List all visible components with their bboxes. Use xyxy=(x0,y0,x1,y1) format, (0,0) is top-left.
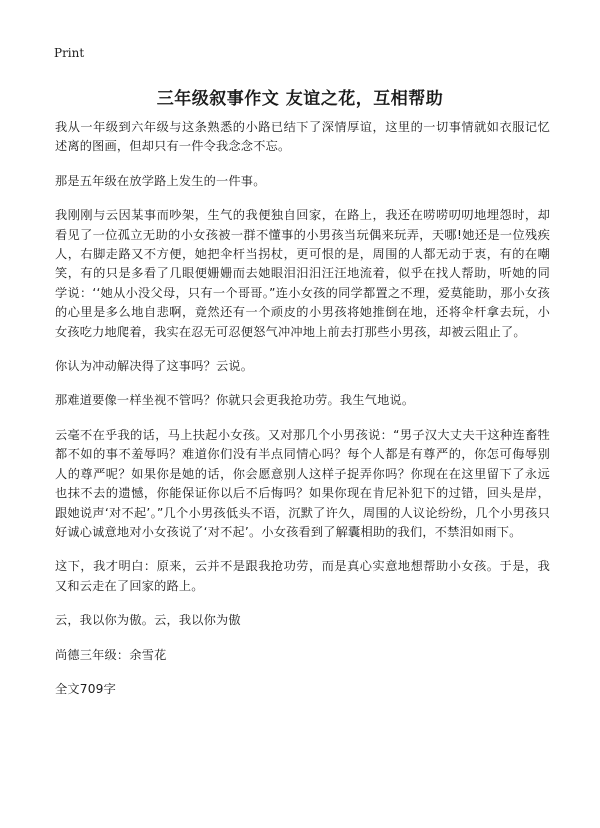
word-count: 全文709字 xyxy=(55,681,117,696)
paragraph: 云，我以你为傲。云，我以你为傲 xyxy=(55,613,241,628)
page-title: 三年级叙事作文 友谊之花，互相帮助 xyxy=(156,89,444,109)
print-link[interactable]: Print xyxy=(54,46,85,60)
paragraph: 我刚刚与云因某事而吵架，生气的我便独自回家，在路上，我还在唠唠叨叨地埋怨时，却看见了一位孤立无助的小女孩被一群不懂事的小男孩当玩偶来玩弄，天哪!她还是一位残疾人，右脚走路又不方便，她把伞杆当拐杖，更可恨的是，周围的人都无动于衷，有的在嘲笑，有的只是多看了几眼便姗姗而去她眼泪汨汨汪汪地流着，似乎在找人帮助，听她的同学说：‘‘她从小没父母，只有一个哥哥。”连小女孩的同学都置之不理，爱莫能助，那小女孩的心里是多么地自悲啊，竟然还有一个顽皮的小男孩将她推倒在地，还将伞杆拿去玩，小女孩吃力地爬着，我实在忍无可忍便怒气冲冲地上前去打那些小男孩，却被云阻止了。 xyxy=(55,208,550,339)
paragraph: 这下，我才明白：原来，云并不是跟我抢功劳，而是真心实意地想帮助小女孩。于是，我又和云走在了回家的路上。 xyxy=(55,559,550,593)
article-body xyxy=(55,118,550,714)
paragraph: 云毫不在乎我的话，马上扶起小女孩。又对那几个小男孩说：“男子汉大丈夫干这种连畜牲都不如的事不羞辱吗？难道你们没有半点同情心吗？每个人都是有尊严的，你怎可侮辱别人的尊严呢？如果你是她的话，你会愿意别人这样子捉弄你吗？你现在在这里留下了永远也抹不去的遗憾，你能保证你以后不后悔吗？如果你现在肯尼补犯下的过错，回头是岸，跟她说声‘对不起’。”几个小男孩低头不语，沉默了许久，周围的人议论纷纷，几个小男孩只好诚心诚意地对小女孩说了‘对不起’。小女孩看到了解囊相助的我们，不禁泪如雨下。 xyxy=(55,427,550,539)
paragraph: 我从一年级到六年级与这条熟悉的小路已结下了深情厚谊，这里的一切事情就如衣服记忆述离的图画，但却只有一件令我念念不忘。 xyxy=(55,120,550,154)
paragraph: 你认为冲动解决得了这事吗？云说。 xyxy=(55,359,254,374)
paragraph: 那是五年级在放学路上发生的一件事。 xyxy=(55,173,266,188)
paragraph: 那难道要像一样坐视不管吗？你就只会更我抢功劳。我生气地说。 xyxy=(55,393,415,408)
author-line: 尚德三年级：余雪花 xyxy=(55,647,167,662)
